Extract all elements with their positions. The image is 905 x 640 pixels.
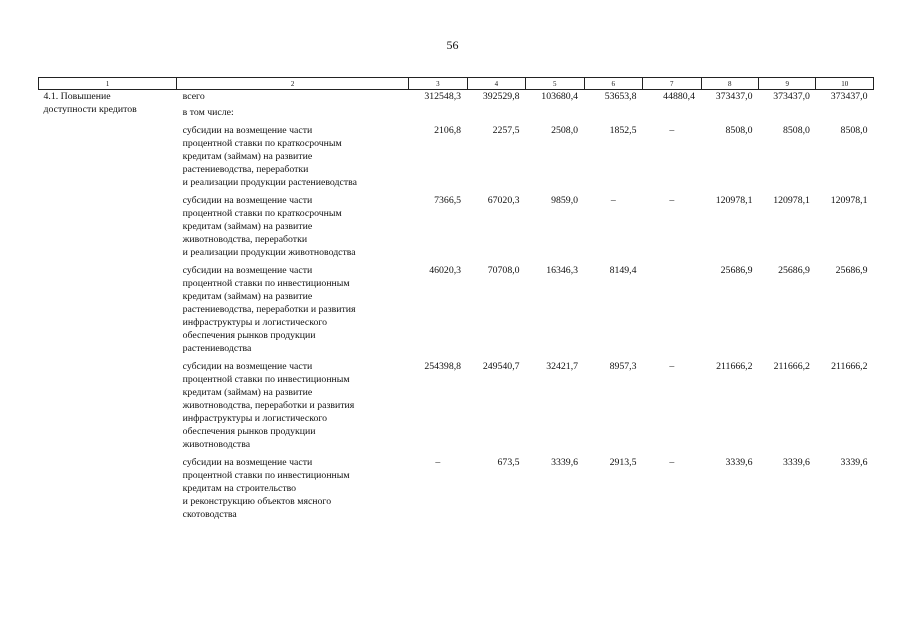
value-cell: 673,5: [497, 457, 520, 468]
value-cell: 120978,1: [830, 195, 868, 206]
value-cell: 103680,4: [541, 91, 579, 102]
value-cell: 32421,7: [546, 361, 579, 372]
description-line: субсидии на возмещение части: [182, 125, 313, 136]
column-header: 3: [409, 78, 467, 90]
value-cell: 16346,3: [546, 265, 579, 276]
subsidy-description: [177, 456, 409, 521]
section-title: [39, 90, 177, 120]
description-line: кредитам (займам) на развитие: [182, 387, 313, 398]
description-line: процентной ставки по инвестиционным: [182, 374, 350, 385]
column-header: 7: [643, 78, 701, 90]
description-line: процентной ставки по инвестиционным: [182, 470, 350, 481]
empty-cell: [39, 456, 177, 521]
description-line: и реализации продукции животноводства: [182, 247, 356, 258]
subsidy-description: [177, 124, 409, 189]
column-header: 9: [758, 78, 815, 90]
value-cell: 1852,5: [609, 125, 637, 136]
value-cell: 312548,3: [424, 91, 462, 102]
value-cell: 46020,3: [429, 265, 462, 276]
empty-cell: [39, 194, 177, 259]
description-line: животноводства: [182, 439, 251, 450]
subsidy-row: [39, 264, 874, 355]
value-cell: 2257,5: [492, 125, 520, 136]
value-cell: 2913,5: [609, 457, 637, 468]
value-cell: 2508,0: [551, 125, 579, 136]
empty-cell: [39, 360, 177, 451]
description-line: животноводства, переработки и развития: [182, 400, 355, 411]
section-title-line: 4.1. Повышение: [43, 91, 111, 102]
value-cell: 373437,0: [715, 91, 753, 102]
description-line: животноводства, переработки: [182, 234, 308, 245]
description-line: обеспечения рынков продукции: [182, 330, 316, 341]
value-cell: 392529,8: [482, 91, 520, 102]
value-cell: 120978,1: [715, 195, 753, 206]
description-line: процентной ставки по краткосрочным: [182, 138, 342, 149]
column-header: 4: [467, 78, 525, 90]
value-cell: 120978,1: [773, 195, 810, 206]
value-cell: 25686,9: [720, 265, 753, 276]
column-header: 1: [39, 78, 177, 90]
description-line: и реконструкцию объектов мясного: [182, 496, 332, 507]
value-cell: 70708,0: [487, 265, 520, 276]
value-cell: 373437,0: [830, 91, 868, 102]
description-line: субсидии на возмещение части: [182, 361, 313, 372]
description-line: кредитам на строительство: [182, 483, 297, 494]
description-line: растениеводства: [182, 343, 252, 354]
value-cell: [643, 264, 701, 355]
value-cell: 254398,8: [424, 361, 462, 372]
value-cell: 8149,4: [609, 265, 637, 276]
including-label: в том числе:: [182, 107, 234, 118]
budget-table: [38, 77, 874, 521]
value-cell: 211666,2: [716, 361, 753, 372]
value-cell: –: [669, 195, 675, 206]
page-number: 56: [446, 38, 459, 52]
column-header: 8: [701, 78, 758, 90]
description-line: инфраструктуры и логистического: [182, 413, 328, 424]
value-cell: 8508,0: [725, 125, 753, 136]
value-cell: 3339,6: [551, 457, 579, 468]
value-cell: –: [669, 457, 675, 468]
description-line: кредитам (займам) на развитие: [182, 221, 313, 232]
value-cell: 8508,0: [783, 125, 810, 136]
column-header: 5: [526, 78, 584, 90]
value-cell: 3339,6: [725, 457, 753, 468]
description-line: субсидии на возмещение части: [182, 265, 313, 276]
value-cell: 3339,6: [783, 457, 810, 468]
value-cell: 249540,7: [482, 361, 520, 372]
total-label: всего: [182, 91, 205, 102]
value-cell: –: [669, 125, 675, 136]
value-cell: 3339,6: [840, 457, 868, 468]
subsidy-row: [39, 124, 874, 189]
subsidy-row: [39, 456, 874, 521]
description-line: растениеводства, переработки и развития: [182, 304, 356, 315]
description-line: скотоводства: [182, 509, 237, 520]
empty-cell: [39, 264, 177, 355]
description-line: кредитам (займам) на развитие: [182, 151, 313, 162]
value-cell: 211666,2: [831, 361, 868, 372]
subsidy-row: [39, 360, 874, 451]
value-cell: 53653,8: [604, 91, 637, 102]
column-header: 6: [584, 78, 642, 90]
description-line: обеспечения рынков продукции: [182, 426, 316, 437]
value-cell: 44880,4: [663, 91, 696, 102]
value-cell: 25686,9: [778, 265, 810, 276]
description-line: растениеводства, переработки: [182, 164, 309, 175]
value-cell: –: [435, 457, 441, 468]
value-cell: 373437,0: [773, 91, 810, 102]
column-header: 10: [816, 78, 874, 90]
description-line: субсидии на возмещение части: [182, 195, 313, 206]
subsidy-row: [39, 194, 874, 259]
subsidy-description: [177, 264, 409, 355]
total-row: [39, 90, 874, 104]
value-cell: 8508,0: [840, 125, 868, 136]
value-cell: 2106,8: [434, 125, 462, 136]
column-header: 2: [177, 78, 409, 90]
description-line: процентной ставки по краткосрочным: [182, 208, 342, 219]
description-line: инфраструктуры и логистического: [182, 317, 328, 328]
section-title-line: доступности кредитов: [43, 104, 137, 115]
value-cell: 25686,9: [835, 265, 868, 276]
subsidy-description: [177, 360, 409, 451]
value-cell: 9859,0: [551, 195, 579, 206]
value-cell: –: [610, 195, 616, 206]
empty-cell: [39, 124, 177, 189]
value-cell: 8957,3: [609, 361, 637, 372]
description-line: процентной ставки по инвестиционным: [182, 278, 350, 289]
value-cell: 7366,5: [434, 195, 462, 206]
column-number-header-row: [39, 78, 874, 90]
value-cell: 67020,3: [487, 195, 520, 206]
description-line: субсидии на возмещение части: [182, 457, 313, 468]
description-line: и реализации продукции растениеводства: [182, 177, 357, 188]
description-line: кредитам (займам) на развитие: [182, 291, 313, 302]
subsidy-description: [177, 194, 409, 259]
value-cell: 211666,2: [773, 361, 810, 372]
value-cell: –: [669, 361, 675, 372]
